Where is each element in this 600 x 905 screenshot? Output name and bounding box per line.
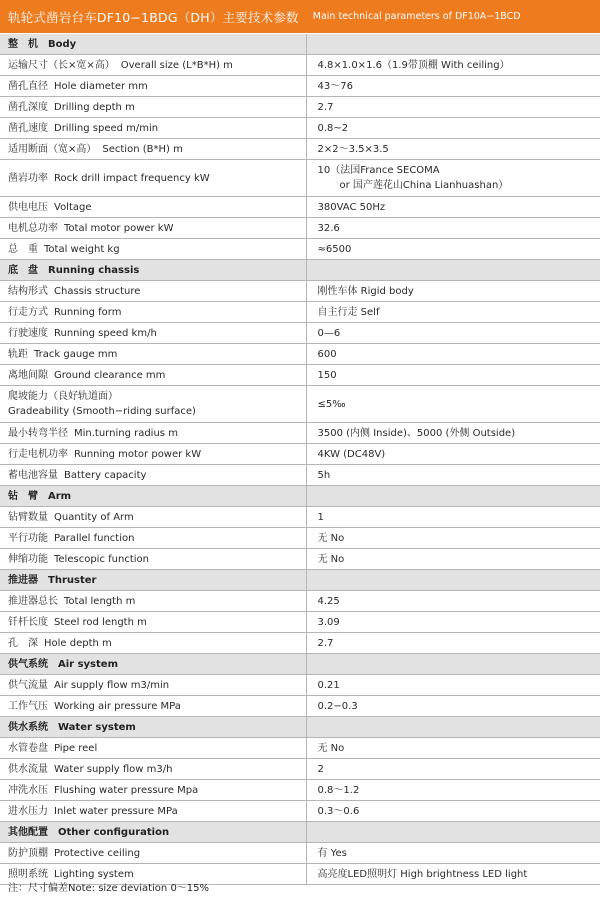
param-value-cell xyxy=(306,507,600,528)
table-row xyxy=(0,780,600,801)
param-value: 43～76 xyxy=(317,80,353,92)
param-label-cn: 蓄电池容量 xyxy=(8,469,58,481)
param-label-en: Chassis structure xyxy=(54,285,141,297)
param-value: 0.8~2 xyxy=(317,122,349,134)
param-label-en: Steel rod length m xyxy=(54,616,147,628)
table-row xyxy=(0,323,600,344)
param-label-en: Ground clearance mm xyxy=(54,369,166,381)
param-label-cn: 钎杆长度 xyxy=(8,616,48,628)
param-label-cell xyxy=(0,386,306,423)
param-label-cell xyxy=(0,97,306,118)
section-value-cell xyxy=(306,822,600,843)
param-label-cn: 供水流量 xyxy=(8,763,48,775)
param-value: 2.7 xyxy=(317,637,334,649)
section-title: 推进器 Thruster xyxy=(0,570,306,591)
section-header-row xyxy=(0,654,600,675)
param-label-cell xyxy=(0,281,306,302)
param-value-cell xyxy=(306,344,600,365)
param-label-cell xyxy=(0,197,306,218)
section-title: 其他配置 Other configuration xyxy=(0,822,306,843)
section-header-row xyxy=(0,34,600,55)
section-value-cell xyxy=(306,654,600,675)
param-label-en: Parallel function xyxy=(54,532,135,544)
param-label-en: Lighting system xyxy=(54,868,134,880)
param-label-cell xyxy=(0,759,306,780)
table-row xyxy=(0,386,600,423)
param-label-cell xyxy=(0,344,306,365)
param-label-en: Running speed km/h xyxy=(54,327,157,339)
param-value: 刚性车体 Rigid body xyxy=(317,285,414,297)
param-label-cn: 适用断面（宽×高） xyxy=(8,143,97,155)
param-label-cn: 冲洗水压 xyxy=(8,784,48,796)
param-label-cn: 行走电机功率 xyxy=(8,448,68,460)
param-value-cell xyxy=(306,365,600,386)
table-row xyxy=(0,344,600,365)
param-value: 无 No xyxy=(317,553,345,565)
param-label-cn: 凿孔直径 xyxy=(8,80,48,92)
table-row xyxy=(0,118,600,139)
param-label-cell xyxy=(0,465,306,486)
table-row xyxy=(0,507,600,528)
param-value-cell xyxy=(306,444,600,465)
table-row xyxy=(0,97,600,118)
table-row xyxy=(0,801,600,822)
param-label-en: Gradeability (Smooth−riding surface) xyxy=(8,406,196,417)
param-label-en: Total motor power kW xyxy=(64,222,174,234)
param-label-cn: 电机总功率 xyxy=(8,222,58,234)
section-header-row xyxy=(0,822,600,843)
section-value-cell xyxy=(306,34,600,55)
param-label-en: Hole depth m xyxy=(44,637,112,649)
param-value-cell xyxy=(306,465,600,486)
param-label-cn: 照明系统 xyxy=(8,868,48,880)
param-value: 600 xyxy=(317,348,337,360)
title-bar xyxy=(0,0,600,33)
param-label-en: Inlet water pressure MPa xyxy=(54,805,178,817)
param-label-en: Flushing water pressure Mpa xyxy=(54,784,199,796)
table-row xyxy=(0,281,600,302)
param-label-cell xyxy=(0,591,306,612)
param-label-cell xyxy=(0,444,306,465)
param-label-cn: 凿岩功率 xyxy=(8,172,48,184)
table-row xyxy=(0,197,600,218)
param-label-cell xyxy=(0,675,306,696)
param-label-en: Rock drill impact frequency kW xyxy=(54,172,210,184)
section-value-cell xyxy=(306,570,600,591)
table-row xyxy=(0,612,600,633)
param-value: 无 No xyxy=(317,532,345,544)
section-header-row xyxy=(0,717,600,738)
param-value-cell xyxy=(306,76,600,97)
param-value: 4.8×1.0×1.6（1.9带顶棚 With ceiling） xyxy=(317,59,510,71)
param-label-en: Voltage xyxy=(54,201,92,213)
param-label-en: Total weight kg xyxy=(44,243,120,255)
param-label-cn: 工作气压 xyxy=(8,700,48,712)
param-value-cell xyxy=(306,423,600,444)
param-value-cell xyxy=(306,780,600,801)
section-title: 底 盘 Running chassis xyxy=(0,260,306,281)
param-value: ≈6500 xyxy=(317,243,352,255)
table-row xyxy=(0,76,600,97)
param-label-cell xyxy=(0,738,306,759)
table-row xyxy=(0,55,600,76)
param-label-en: Air supply flow m3/min xyxy=(54,679,170,691)
table-row xyxy=(0,139,600,160)
section-title: 钻 臂 Arm xyxy=(0,486,306,507)
table-row xyxy=(0,239,600,260)
param-label-en: Water supply flow m3/h xyxy=(54,763,173,775)
param-label-en: Section (B*H) m xyxy=(102,143,183,155)
param-value-cell xyxy=(306,591,600,612)
section-header-row xyxy=(0,570,600,591)
param-label-cell xyxy=(0,423,306,444)
param-label-cell xyxy=(0,612,306,633)
param-label-cn: 平行功能 xyxy=(8,532,48,544)
param-value: 0.8～1.2 xyxy=(317,784,360,796)
table-row xyxy=(0,549,600,570)
param-label-cn: 供电电压 xyxy=(8,201,48,213)
table-row xyxy=(0,528,600,549)
param-value: 4KW (DC48V) xyxy=(317,448,386,460)
param-label-en: Drilling depth m xyxy=(54,101,135,113)
spec-table xyxy=(0,34,600,885)
param-label-cell xyxy=(0,696,306,717)
param-value: 2 xyxy=(317,763,324,775)
param-value: 4.25 xyxy=(317,595,340,607)
param-value: 2×2～3.5×3.5 xyxy=(317,143,389,155)
param-label-en: Quantity of Arm xyxy=(54,511,134,523)
param-label-en: Working air pressure MPa xyxy=(54,700,181,712)
param-value: 2.7 xyxy=(317,101,334,113)
param-value-cell xyxy=(306,843,600,864)
param-label-cell xyxy=(0,118,306,139)
param-label-cn: 供气流量 xyxy=(8,679,48,691)
table-row xyxy=(0,843,600,864)
param-value-cell xyxy=(306,97,600,118)
param-value-cell xyxy=(306,323,600,344)
param-label-cell xyxy=(0,76,306,97)
section-header-row xyxy=(0,260,600,281)
param-label-en: Battery capacity xyxy=(64,469,147,481)
param-value-cell xyxy=(306,281,600,302)
param-label-cn: 凿孔速度 xyxy=(8,122,48,134)
section-title: 供水系统 Water system xyxy=(0,717,306,738)
param-label-cell xyxy=(0,139,306,160)
table-row xyxy=(0,365,600,386)
footnote: 注：尺寸偏差Note: size deviation 0～15% xyxy=(8,883,210,894)
param-label-cell xyxy=(0,323,306,344)
param-value: 5h xyxy=(317,469,331,481)
param-label-en: Drilling speed m/min xyxy=(54,122,159,134)
param-value-cell xyxy=(306,239,600,260)
table-row xyxy=(0,423,600,444)
param-label-cell xyxy=(0,239,306,260)
param-value: 32.6 xyxy=(317,222,340,234)
param-value: ≤5‰ xyxy=(317,398,346,410)
param-value: 0.21 xyxy=(317,679,340,691)
param-value-cell xyxy=(306,160,600,197)
param-value-cell xyxy=(306,738,600,759)
param-value: 0.2−0.3 xyxy=(317,700,358,712)
table-row xyxy=(0,696,600,717)
table-row xyxy=(0,738,600,759)
param-label-en: Protective ceiling xyxy=(54,847,141,859)
param-label-en: Pipe reel xyxy=(54,742,98,754)
param-label-cn: 推进器总长 xyxy=(8,595,58,607)
param-label-cell xyxy=(0,549,306,570)
param-value: 1 xyxy=(317,511,324,523)
param-value-cell xyxy=(306,612,600,633)
param-label-cell xyxy=(0,365,306,386)
param-label-en: Hole diameter mm xyxy=(54,80,148,92)
param-label-cn: 水管卷盘 xyxy=(8,742,48,754)
param-label-cell xyxy=(0,218,306,239)
param-label-en: Total length m xyxy=(64,595,136,607)
table-row xyxy=(0,218,600,239)
page-title-en: Main technical parameters of DF10A−1BCD xyxy=(312,11,521,22)
param-label-cn: 钻臂数量 xyxy=(8,511,48,523)
param-value-line2: or 国产莲花山China Lianhuashan） xyxy=(339,180,509,191)
param-value-cell xyxy=(306,864,600,885)
param-value: 0—6 xyxy=(317,327,341,339)
param-value-cell xyxy=(306,696,600,717)
param-label-en: Min.turning radius m xyxy=(74,427,178,439)
section-title: 整 机 Body xyxy=(0,34,306,55)
param-label-cn: 凿孔深度 xyxy=(8,101,48,113)
param-label-cell xyxy=(0,528,306,549)
param-value: 380VAC 50Hz xyxy=(317,201,386,213)
param-label-cell xyxy=(0,302,306,323)
param-label-cn: 行驶速度 xyxy=(8,327,48,339)
param-label-en: Running motor power kW xyxy=(74,448,202,460)
param-value-cell xyxy=(306,386,600,423)
param-value: 高亮度LED照明灯 High brightness LED light xyxy=(317,868,528,880)
param-value-cell xyxy=(306,549,600,570)
param-label-cn: 总 重 xyxy=(8,243,38,255)
param-value: 无 No xyxy=(317,742,345,754)
param-label-cell xyxy=(0,843,306,864)
param-label-en: Overall size (L*B*H) m xyxy=(120,59,233,71)
param-value-cell xyxy=(306,528,600,549)
param-label-cn: 防护顶棚 xyxy=(8,847,48,859)
param-label-en: Track gauge mm xyxy=(34,348,118,360)
table-row xyxy=(0,160,600,197)
param-label-cell xyxy=(0,55,306,76)
param-label-cell xyxy=(0,507,306,528)
param-value: 自主行走 Self xyxy=(317,306,380,318)
param-value-cell xyxy=(306,218,600,239)
param-label-cn: 爬坡能力（良好轨道面） xyxy=(8,391,118,402)
table-row xyxy=(0,759,600,780)
param-label-cell xyxy=(0,801,306,822)
table-row xyxy=(0,444,600,465)
param-label-cn: 孔 深 xyxy=(8,637,38,649)
param-label-cn: 离地间隙 xyxy=(8,369,48,381)
param-label-cn: 伸缩功能 xyxy=(8,553,48,565)
param-label-cell xyxy=(0,633,306,654)
param-value-cell xyxy=(306,302,600,323)
page-title: 轨轮式凿岩台车DF10−1BDG（DH）主要技术参数 xyxy=(8,9,299,25)
param-label-en: Telescopic function xyxy=(54,553,149,565)
param-value-cell xyxy=(306,197,600,218)
param-value-cell xyxy=(306,633,600,654)
param-label-cn: 最小转弯半径 xyxy=(8,427,68,439)
section-value-cell xyxy=(306,486,600,507)
param-value: 10（法国France SECOMA xyxy=(317,165,440,176)
param-value: 有 Yes xyxy=(317,847,347,859)
param-label-cn: 进水压力 xyxy=(8,805,48,817)
param-value: 150 xyxy=(317,369,337,381)
param-label-cn: 结构形式 xyxy=(8,285,48,297)
table-row xyxy=(0,465,600,486)
param-value: 3.09 xyxy=(317,616,340,628)
param-value-cell xyxy=(306,139,600,160)
param-label-cell xyxy=(0,780,306,801)
param-value-cell xyxy=(306,118,600,139)
table-row xyxy=(0,302,600,323)
section-title: 供气系统 Air system xyxy=(0,654,306,675)
table-row xyxy=(0,633,600,654)
param-value-cell xyxy=(306,675,600,696)
table-row xyxy=(0,591,600,612)
param-label-cn: 轨距 xyxy=(8,348,28,360)
section-header-row xyxy=(0,486,600,507)
param-label-cn: 行走方式 xyxy=(8,306,48,318)
table-row xyxy=(0,675,600,696)
param-value-cell xyxy=(306,759,600,780)
param-label-cn: 运输尺寸（长×宽×高） xyxy=(8,59,115,71)
param-label-en: Running form xyxy=(54,306,122,318)
section-value-cell xyxy=(306,260,600,281)
param-value-cell xyxy=(306,801,600,822)
param-label-cell xyxy=(0,160,306,197)
param-value: 0.3～0.6 xyxy=(317,805,360,817)
section-value-cell xyxy=(306,717,600,738)
param-value-cell xyxy=(306,55,600,76)
param-value: 3500 (内侧 Inside)、5000 (外侧 Outside) xyxy=(317,427,516,439)
